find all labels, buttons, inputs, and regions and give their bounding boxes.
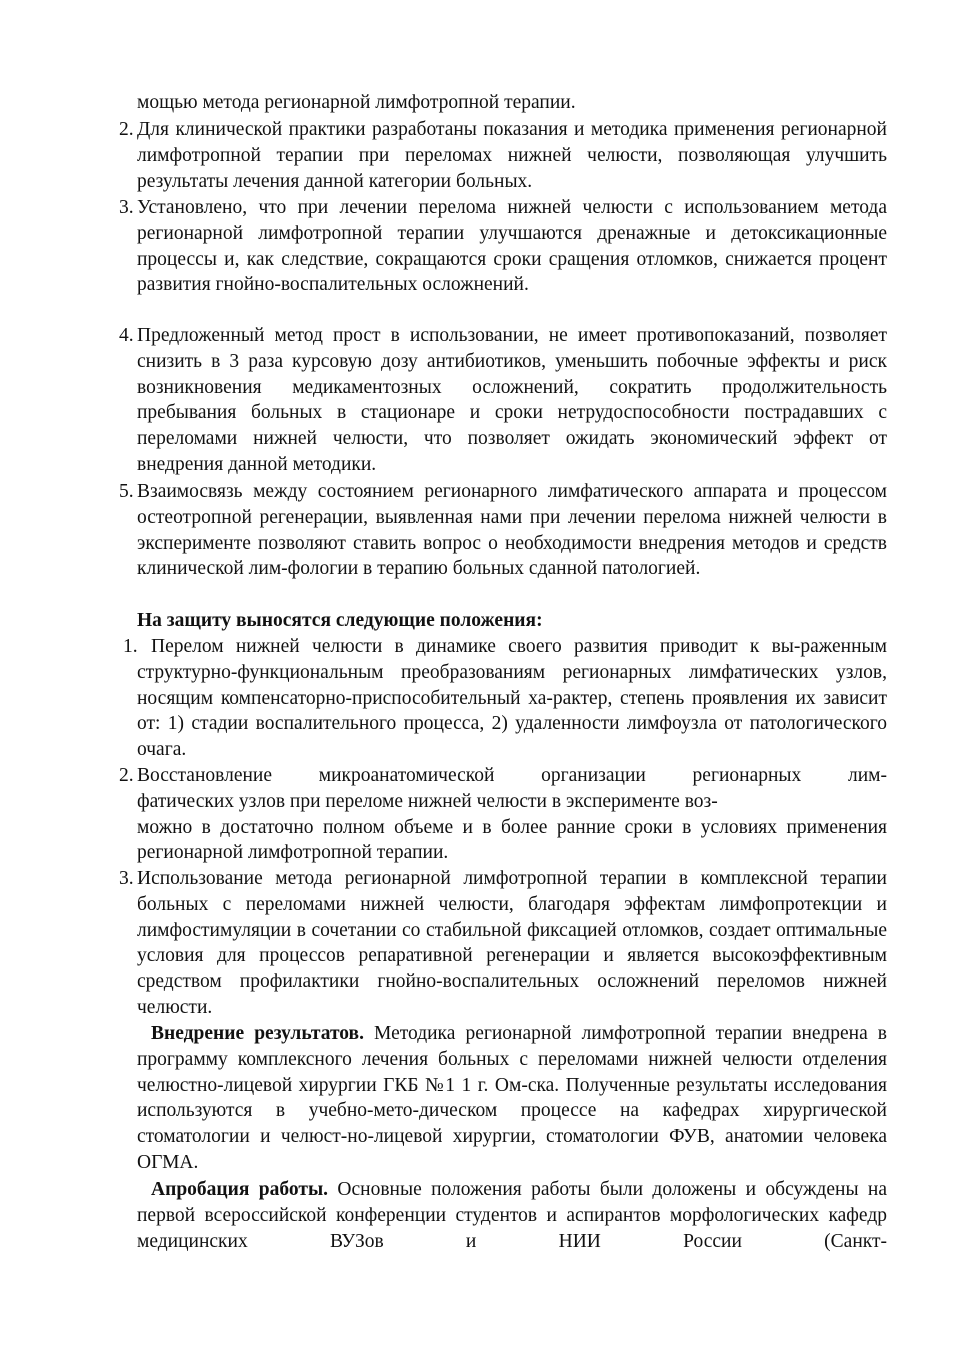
conclusion-item — [119, 479, 887, 582]
defense-text-line: Восстановление микроанатомической организации регионарных лим- — [137, 765, 887, 786]
implementation-text: Методика регионарной лимфотропной терапии внедрена в программу комплексного лечения больных с переломами нижней челюсти отделения челюстно-лицевой хирургии ГКБ №1 1 г. Ом-ска. Полученные результаты исследования используются в учебно-мето-дическом процессе на кафедрах хирургической стоматологии и челюст-но-лицевой хирургии, стоматологии ФУВ, анатомии человека ОГМА. — [137, 1023, 887, 1173]
approbation-paragraph — [137, 1177, 887, 1254]
defense-item — [123, 634, 887, 763]
defense-number: 1. — [123, 636, 138, 657]
conclusion-item — [119, 117, 887, 194]
intro-line — [137, 90, 887, 116]
conclusion-text: Для клинической практики разработаны показания и методика применения регионарной лимфотропной терапии при переломах нижней челюсти, позволяющая улучшить результаты лечения данной категории больных. — [137, 119, 887, 192]
defense-heading — [137, 608, 887, 634]
conclusion-number: 3. — [119, 197, 134, 218]
defense-number: 3. — [119, 868, 134, 889]
approbation-heading: Апробация работы. — [151, 1179, 329, 1200]
conclusion-number: 4. — [119, 325, 134, 346]
defense-number: 2. — [119, 765, 134, 786]
defense-text: Использование метода регионарной лимфотропной терапии в комплексной терапии больных с переломами нижней челюсти, благодаря эффектам лимфопротекции и лимфостимуляции в сочетании со стабильной фиксацией отломков, создает оптимальные условия для процессов репаративной регенерации и является высокоэффективным средством профилактики гнойно-воспалительных осложнений переломов нижней челюсти. — [137, 868, 887, 1018]
defense-item — [119, 866, 887, 1021]
conclusion-item — [119, 195, 887, 298]
conclusion-number: 5. — [119, 481, 134, 502]
defense-text: Перелом нижней челюсти в динамике своего развития приводит к вы-раженным структурно-функциональным преобразованиям регионарных лимфатических узлов, носящим компенсаторно-приспособительный ха-рактер, степень проявления их зависит от: 1) стадии воспалительного процесса, 2) удаленности лимфоузла от патологического очага. — [137, 636, 887, 761]
intro-text: мощью метода регионарной лимфотропной терапии. — [137, 92, 576, 113]
defense-text-line: фатических узлов при переломе нижней челюсти в эксперименте воз- — [137, 790, 718, 812]
conclusion-text: Установлено, что при лечении перелома нижней челюсти с использованием метода регионарной лимфотропной терапии улучшаются дренажные и детоксикационные процессы и, как следствие, сокращаются сроки сращения отломков, снижается процент развития гнойно-воспалительных осложнений. — [137, 197, 887, 296]
conclusion-number: 2. — [119, 119, 134, 140]
implementation-heading: Внедрение результатов. — [151, 1023, 364, 1044]
conclusion-text: Предложенный метод прост в использовании, не имеет противопоказаний, позволяет снизить в 3 раза курсовую дозу антибиотиков, уменьшить побочные эффекты и риск возникновения медикаментозных осложнений, сократить продолжительность пребывания больных в стационаре и сроки нетрудоспособности пострадавших с переломами нижней челюсти, что позволяет ожидать экономический эффект от внедрения данной методики. — [137, 325, 887, 475]
conclusion-text: Взаимосвязь между состоянием регионарного лимфатического аппарата и процессом остеотропной регенерации, выявленная нами при лечении перелома нижней челюсти в эксперименте позволяют ставить вопрос о необходимости внедрения методов и средств клинической лим-фологии в терапию больных сданной патологией. — [137, 481, 887, 580]
conclusion-item — [119, 323, 887, 478]
implementation-paragraph — [137, 1021, 887, 1176]
approbation-text: Основные положения работы были доложены и обсуждены на первой всероссийской конференции студентов и аспирантов морфологических кафедр медицинских ВУЗов и НИИ России (Санкт- — [137, 1179, 887, 1252]
defense-item — [119, 763, 887, 866]
defense-text: можно в достаточно полном объеме и в более ранние сроки в условиях применения регионарной лимфотропной терапии. — [137, 816, 887, 864]
defense-heading-text: На защиту выносятся следующие положения: — [137, 610, 543, 631]
